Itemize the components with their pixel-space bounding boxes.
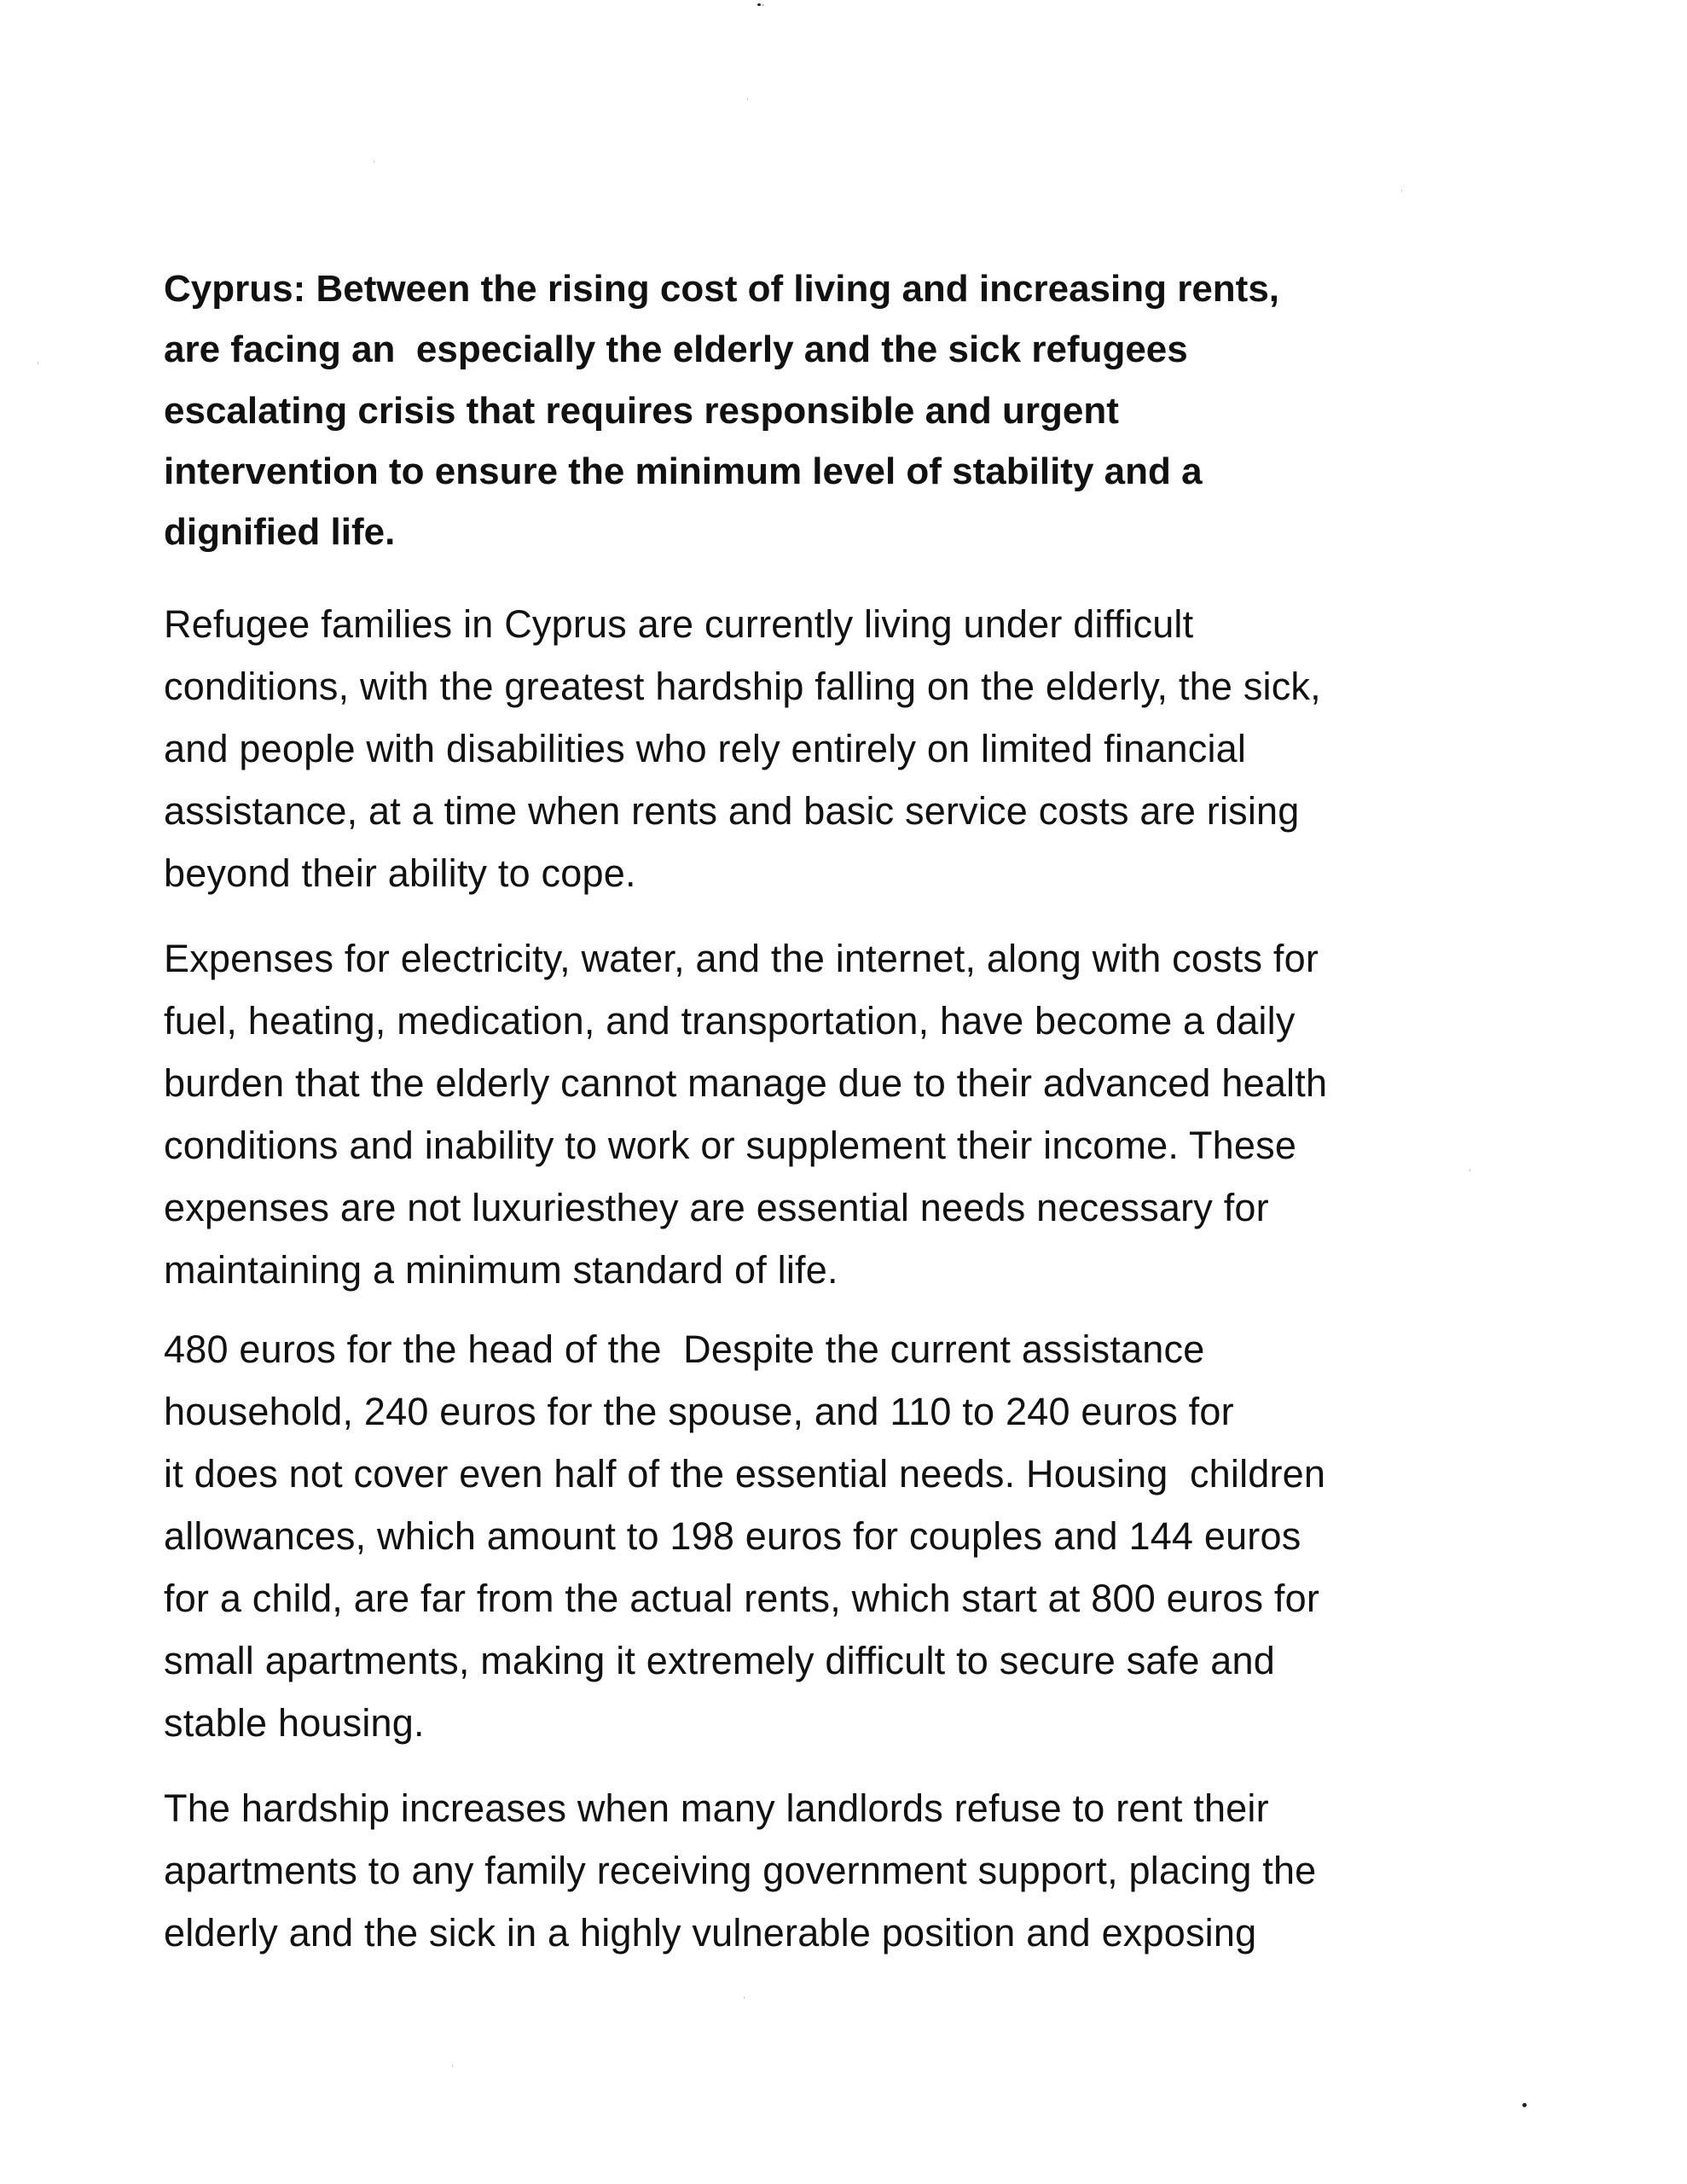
heading-line: Cyprus: Between the rising cost of living and increasing rents, — [164, 268, 1280, 310]
paragraph-line: 480 euros for the head of the Despite the current assistance — [164, 1327, 1205, 1371]
paragraph-line: conditions, with the greatest hardship falling on the elderly, the sick, — [164, 665, 1321, 708]
paragraph-line: maintaining a minimum standard of life. — [164, 1248, 838, 1292]
paragraph-line: it does not cover even half of the essential needs. Housing children — [164, 1452, 1326, 1496]
scan-speck — [762, 4, 764, 6]
paragraph-line: conditions and inability to work or supplement their income. These — [164, 1124, 1297, 1167]
scan-speck — [744, 1996, 745, 1999]
scan-speck — [1401, 189, 1402, 192]
scan-speck — [757, 3, 761, 6]
scan-speck — [452, 2065, 453, 2067]
paragraph-assistance-amounts — [164, 1318, 1528, 1754]
heading-line: dignified life. — [164, 511, 396, 554]
paragraph-line: beyond their ability to cope. — [164, 851, 636, 895]
paragraph-line: The hardship increases when many landlords refuse to rent their — [164, 1786, 1269, 1830]
paragraph-line: allowances, which amount to 198 euros for couples and 144 euros — [164, 1514, 1301, 1558]
heading-line: intervention to ensure the minimum level of stability and a — [164, 450, 1203, 492]
heading-line: are facing an especially the elderly and the sick refugees — [164, 328, 1188, 371]
paragraph-line: household, 240 euros for the spouse, and 110 to 240 euros for — [164, 1390, 1234, 1433]
scan-speck — [747, 98, 748, 101]
paragraph-line: Expenses for electricity, water, and the internet, along with costs for — [164, 937, 1319, 980]
paragraph-line: expenses are not luxuriesthey are essential needs necessary for — [164, 1186, 1269, 1229]
document-heading — [164, 258, 1528, 562]
paragraph-line: for a child, are far from the actual rents, which start at 800 euros for — [164, 1577, 1320, 1620]
paragraph-landlords — [164, 1777, 1528, 1964]
paragraph-line: assistance, at a time when rents and basic service costs are rising — [164, 789, 1300, 833]
paragraph-expenses — [164, 927, 1528, 1301]
paragraph-line: fuel, heating, medication, and transportation, have become a daily — [164, 999, 1296, 1043]
paragraph-line: small apartments, making it extremely difficult to secure safe and — [164, 1639, 1275, 1682]
paragraph-line: burden that the elderly cannot manage due to their advanced health — [164, 1061, 1328, 1105]
scan-speck — [1522, 2103, 1527, 2107]
paragraph-line: and people with disabilities who rely entirely on limited financial — [164, 727, 1247, 770]
paragraph-line: elderly and the sick in a highly vulnerable position and exposing — [164, 1911, 1257, 1955]
paragraph-line: stable housing. — [164, 1701, 425, 1745]
paragraph-line: apartments to any family receiving government support, placing the — [164, 1849, 1317, 1892]
paragraph-line: Refugee families in Cyprus are currently living under difficult — [164, 602, 1194, 646]
paragraph-refugee-families — [164, 593, 1528, 904]
heading-line: escalating crisis that requires responsible and urgent — [164, 389, 1119, 432]
